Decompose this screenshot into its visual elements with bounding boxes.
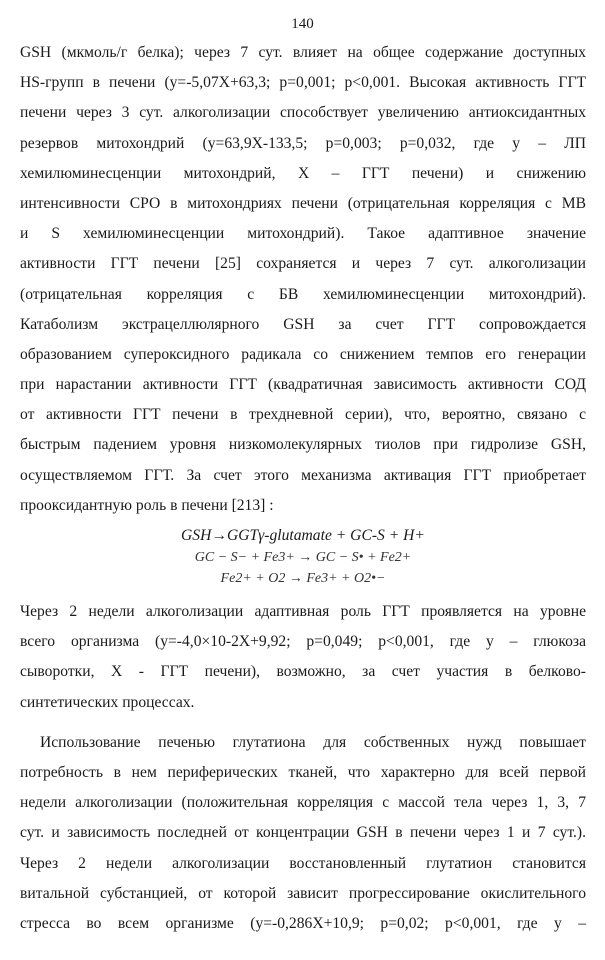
text-line: всего организма (y=-4,0×10-2X+9,92; p=0,049; p<0,001, где y – глюкоза [20, 633, 586, 651]
text-line: Катаболизм экстрацеллюлярного GSH за счет ГГТ сопровождается [20, 315, 586, 333]
page-body [20, 38, 586, 939]
text-line: сыворотки, X - ГГТ печени), возможно, за счет участия в белково- [20, 663, 586, 681]
text-line: осуществляемом ГГТ. За счет этого механизма активация ГГТ приобретает [20, 466, 586, 484]
text-line: образованием супероксидного радикала со снижением темпов его генерации [20, 345, 586, 363]
text-line: при нарастании активности ГГТ (квадратичная зависимость активности СОД [20, 376, 586, 394]
formula-line: GSH→GGTγ-glutamate + GC-S + H+ [181, 527, 425, 544]
text-line: активности ГГТ печени [25] сохраняется и через 7 сут. алкоголизации [20, 255, 586, 273]
text-line: потребность в нем периферических тканей, что характерно для всей первой [20, 763, 586, 781]
text-line: от активности ГГТ печени в трехдневной серии), что, вероятно, связано с [20, 406, 586, 424]
paragraph-2 [20, 597, 586, 718]
text-line: резервов митохондрий (y=63,9X-133,5; p=0,003; p=0,032, где y – ЛП [20, 134, 586, 152]
text-line: недели алкоголизации (положительная корреляция с массой тела через 1, 3, 7 [20, 794, 586, 812]
page-number: 140 [291, 16, 314, 32]
text-line: хемилюминесценции митохондрий, X – ГГТ печени) и снижению [20, 164, 586, 182]
text-line: и S хемилюминесценции митохондрий). Такое адаптивное значение [20, 225, 586, 243]
text-line: Через 2 недели алкоголизации адаптивная роль ГГТ проявляется на уровне [20, 603, 586, 620]
formula-block [20, 525, 586, 589]
text-line: (отрицательная корреляция с БВ хемилюминесценции митохондрий). [20, 285, 586, 303]
paragraph-1 [20, 38, 586, 521]
text-line: сут. и зависимость последней от концентрации GSH в печени через 1 и 7 сут.). [20, 824, 586, 842]
text-line: стресса во всем организме (y=-0,286X+10,9; p=0,02; p<0,001, где y – [20, 914, 586, 932]
text-line: быстрым падением уровня низкомолекулярных тиолов при гидролизе GSH, [20, 436, 586, 454]
text-line: прооксидантную роль в печени [213] : [20, 496, 274, 514]
formula-line: Fe2+ + O2 → Fe3+ + O2•− [220, 571, 386, 586]
formula-line: GC − S− + Fe3+ → GC − S• + Fe2+ [194, 550, 412, 565]
paragraph-3 [20, 728, 586, 939]
text-line: GSH (мкмоль/г белка); через 7 сут. влияет на общее содержание доступных [20, 44, 586, 61]
text-line: интенсивности СРО в митохондриях печени (отрицательная корреляция с МВ [20, 194, 586, 212]
text-line: HS-групп в печени (y=-5,07X+63,3; p=0,001; p<0,001. Высокая активность ГГТ [20, 74, 586, 92]
text-line: Использование печенью глутатиона для собственных нужд повышает [40, 733, 586, 751]
text-line: витальной субстанцией, от которой зависит прогрессирование окислительного [20, 884, 586, 902]
text-line: Через 2 недели алкоголизации восстановленный глутатион становится [20, 854, 586, 872]
text-line: печени через 3 сут. алкоголизации способствует увеличению антиоксидантных [20, 104, 586, 122]
text-line: синтетических процессах. [20, 693, 195, 711]
